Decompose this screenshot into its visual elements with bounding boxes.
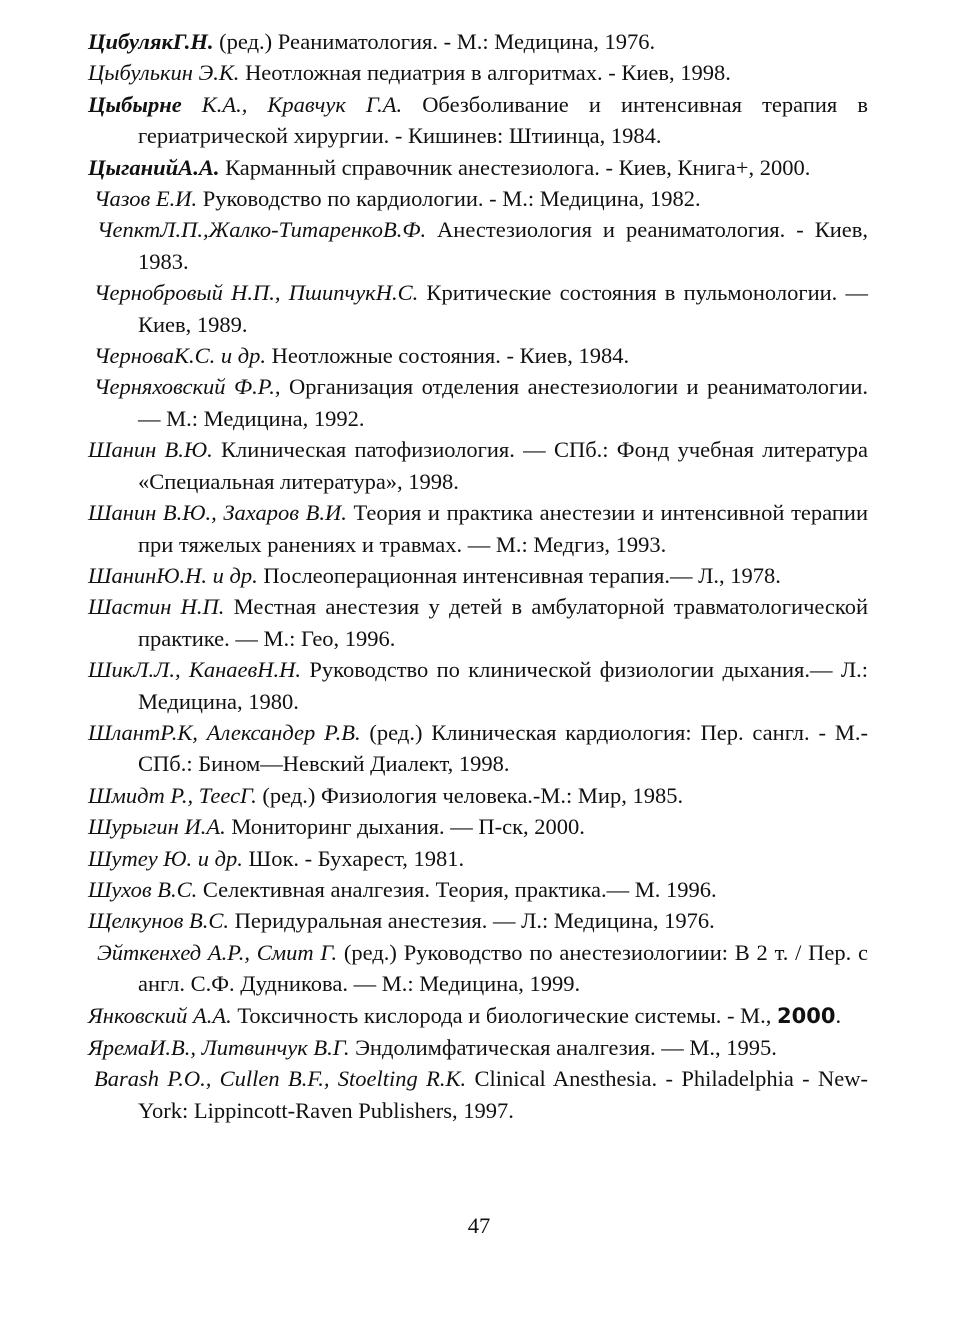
bibliography-list (88, 26, 868, 1126)
entry-author: ЧепктЛ.П.,Жалко-ТитаренкоВ.Ф. (97, 217, 427, 243)
page-number: 47 (467, 1213, 491, 1238)
bibliography-entry (88, 1032, 868, 1063)
entry-year-bold: 2000 (777, 1003, 836, 1028)
entry-author: Barash P.O., Cullen B.F., Stoelting R.K. (94, 1066, 467, 1092)
entry-author: Шмидт Р., ТеесГ. (88, 782, 257, 808)
entry-author: ЦибулякГ.Н. (88, 29, 214, 54)
bibliography-entry (88, 811, 868, 842)
bibliography-entry (88, 780, 868, 811)
entry-text: Мониторинг дыхания. — П-ск, 2000. (225, 814, 585, 840)
bibliography-entry (94, 371, 868, 434)
bibliography-entry (88, 89, 868, 152)
entry-text: (ред.) Клиническая кардиология: Пер. сангл. - М.-СПб.: Бином—Невский Диалект, 1998. (138, 719, 868, 777)
entry-text: Обезболивание и интенсивная терапия в гериатрической хирургии. - Кишинев: Штиинца, 1984. (138, 91, 868, 149)
entry-author: Шанин В.Ю., Захаров В.И. (88, 500, 347, 526)
bibliography-entry (88, 717, 868, 780)
bibliography-entry (88, 843, 868, 874)
bibliography-entry (97, 214, 868, 277)
entry-text: Селективная аналгезия. Теория, практика.— М. 1996. (197, 876, 717, 902)
bibliography-entry (88, 434, 868, 497)
entry-author: Чазов Е.И. (94, 186, 198, 212)
bibliography-entry (88, 560, 868, 591)
entry-text: Неотложные состояния. - Киев, 1984. (265, 343, 630, 369)
entry-text: Местная анестезия у детей в амбулаторной травматологической практике. — М.: Гео, 1996. (138, 594, 868, 651)
entry-author: Янковский А.А. (88, 1002, 232, 1028)
bibliography-entry (94, 1063, 868, 1126)
entry-author: Щелкунов В.С. (88, 908, 230, 934)
entry-author: Шастин Н.П. (88, 594, 225, 620)
bibliography-entry (88, 1000, 868, 1032)
entry-author: ШанинЮ.Н. и др. (88, 562, 258, 588)
bibliography-entry (97, 937, 868, 1000)
entry-text: Эндолимфатическая аналгезия. — М., 1995. (349, 1035, 777, 1060)
entry-author: Эйткенхед А.Р., Смит Г. (97, 939, 338, 965)
entry-text: Неотложная педиатрия в алгоритмах. - Киев, 1998. (239, 60, 731, 86)
entry-text: Критические состояния в пульмонологии. — Киев, 1989. (138, 280, 868, 337)
entry-author: ШлантР.К, Александер Р.В. (88, 719, 361, 745)
entry-text: Теория и практика анестезии и интенсивной терапии при тяжелых ранениях и травмах. — М.: Медгиз, 1993. (138, 500, 868, 557)
entry-author: Шанин В.Ю. (88, 437, 213, 463)
entry-text: (ред.) Реаниматология. - М.: Медицина, 1976. (213, 29, 656, 54)
entry-text: Clinical Anesthesia. - Philadelphia - New-York: Lippincott-Raven Publishers, 1997. (138, 1066, 868, 1123)
entry-text: (ред.) Руководство по анестезиологиии: В 2 т. / Пер. с англ. С.Ф. Дудникова. — М.: Медицина, 1999. (138, 939, 868, 997)
entry-text: (ред.) Физиология человека.-М.: Мир, 1985. (256, 782, 684, 808)
bibliography-entry (88, 26, 868, 57)
bibliography-entry (88, 591, 868, 654)
bibliography-entry (88, 57, 868, 88)
bibliography-entry (88, 654, 868, 717)
entry-text: Карманный справочник анестезиолога. - Киев, Книга+, 2000. (219, 154, 811, 180)
entry-text: Организация отделения анестезиологии и реаниматологии. — М.: Медицина, 1992. (138, 374, 868, 431)
entry-text: Перидуральная анестезия. — Л.: Медицина, 1976. (229, 908, 715, 934)
bibliography-entry (88, 497, 868, 560)
entry-author: Цыбулькин Э.К. (88, 60, 240, 86)
entry-author: ЧерноваК.С. и др. (94, 343, 266, 369)
entry-author: К.А., Кравчук Г.А. (181, 91, 403, 117)
entry-author: ЦыганийА.А. (88, 154, 220, 180)
entry-text: Клиническая патофизиология. — СПб.: Фонд учебная литература «Специальная литература», 1998. (138, 437, 868, 494)
bibliography-entry (94, 277, 868, 340)
entry-author: ЯремаИ.В., Литвинчук В.Г. (88, 1035, 350, 1060)
entry-text: Руководство по клинической физиологии дыхания.— Л.: Медицина, 1980. (138, 657, 868, 714)
entry-author-bold: Цыбырне (88, 91, 182, 117)
bibliography-entry (88, 152, 868, 183)
entry-text: Послеоперационная интенсивная терапия.— Л., 1978. (257, 562, 781, 588)
entry-text: Токсичность кислорода и биологические системы. - М., (231, 1002, 777, 1028)
entry-text: Шок. - Бухарест, 1981. (242, 845, 465, 871)
entry-author: Шухов В.С. (88, 876, 198, 902)
bibliography-entry (88, 874, 868, 905)
entry-author: Шутеу Ю. и др. (88, 845, 243, 871)
bibliography-entry (94, 183, 868, 214)
entry-text: Анестезиология и реаниматология. - Киев, 1983. (138, 217, 868, 274)
entry-author: Чернобровый Н.П., ПшипчукН.С. (94, 280, 419, 306)
bibliography-entry (94, 340, 868, 371)
entry-author: Черняховский Ф.Р., (94, 374, 281, 400)
entry-author: ШикЛ.Л., КанаевН.Н. (88, 657, 302, 683)
entry-text: Руководство по кардиологии. - М.: Медицина, 1982. (197, 186, 701, 212)
entry-tail: . (835, 1002, 842, 1028)
bibliography-entry (88, 905, 868, 936)
entry-author: Шурыгин И.А. (88, 814, 226, 840)
